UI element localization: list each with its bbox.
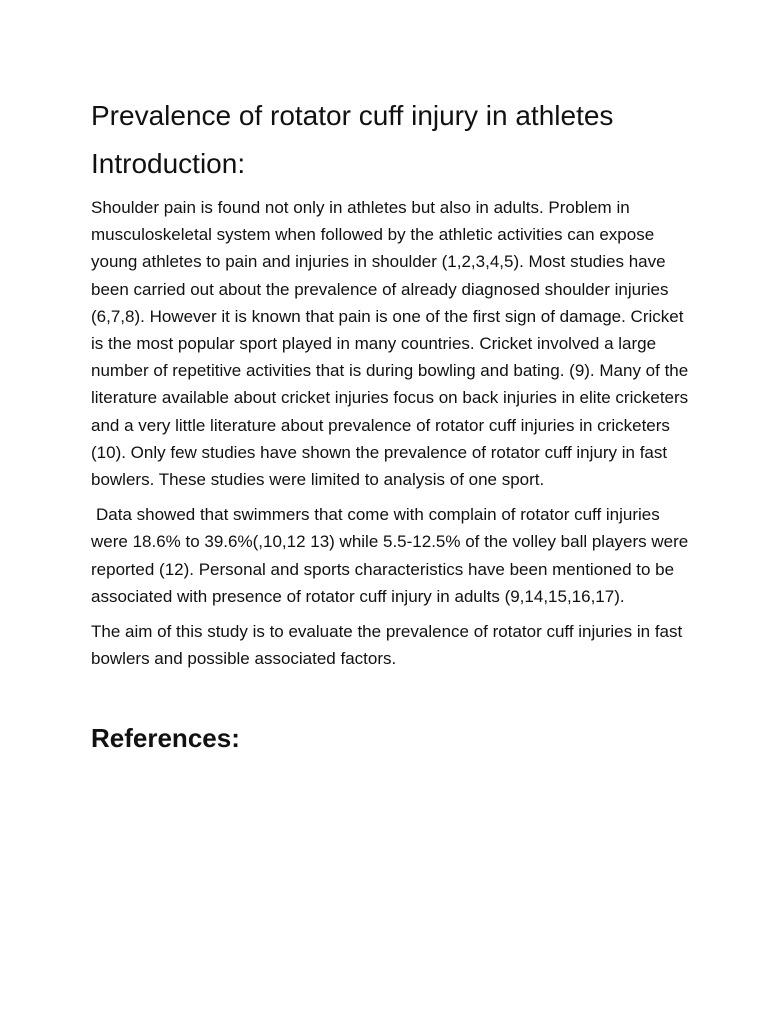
intro-paragraph-1: Shoulder pain is found not only in athletes but also in adults. Problem in musculoskeletal system when followed by the athletic activities can expose young athletes to pain and injuries in shoulder (1,2,3,4,5). Most studies have been carried out about the prevalence of already diagnosed shoulder injuries (6,7,8). However it is known that pain is one of the first sign of damage. Cricket is the most popular sport played in many countries. Cricket involved a large number of repetitive activities that is during bowling and bating. (9). Many of the literature available about cricket injuries focus on back injuries in elite cricketers and a very little literature about prevalence of rotator cuff injuries in cricketers (10). Only few studies have shown the prevalence of rotator cuff injury in fast bowlers. These studies were limited to analysis of one sport. (91, 198, 689, 490)
document-title: Prevalence of rotator cuff injury in athletes (91, 100, 614, 131)
intro-paragraph-2: Data showed that swimmers that come with complain of rotator cuff injuries were 18.6% to 39.6%(,10,12 13) while 5.5-12.5% of the volley ball players were reported (12). Personal and sports characteristics have been mentioned to be associated with presence of rotator cuff injury in adults (9,14,15,16,17). (91, 505, 689, 606)
intro-paragraph-3: The aim of this study is to evaluate the prevalence of rotator cuff injuries in fast bowlers and possible associated factors. (91, 622, 683, 669)
references-heading: References: (91, 723, 240, 754)
document-page (91, 92, 691, 758)
introduction-heading: Introduction: (91, 148, 246, 179)
